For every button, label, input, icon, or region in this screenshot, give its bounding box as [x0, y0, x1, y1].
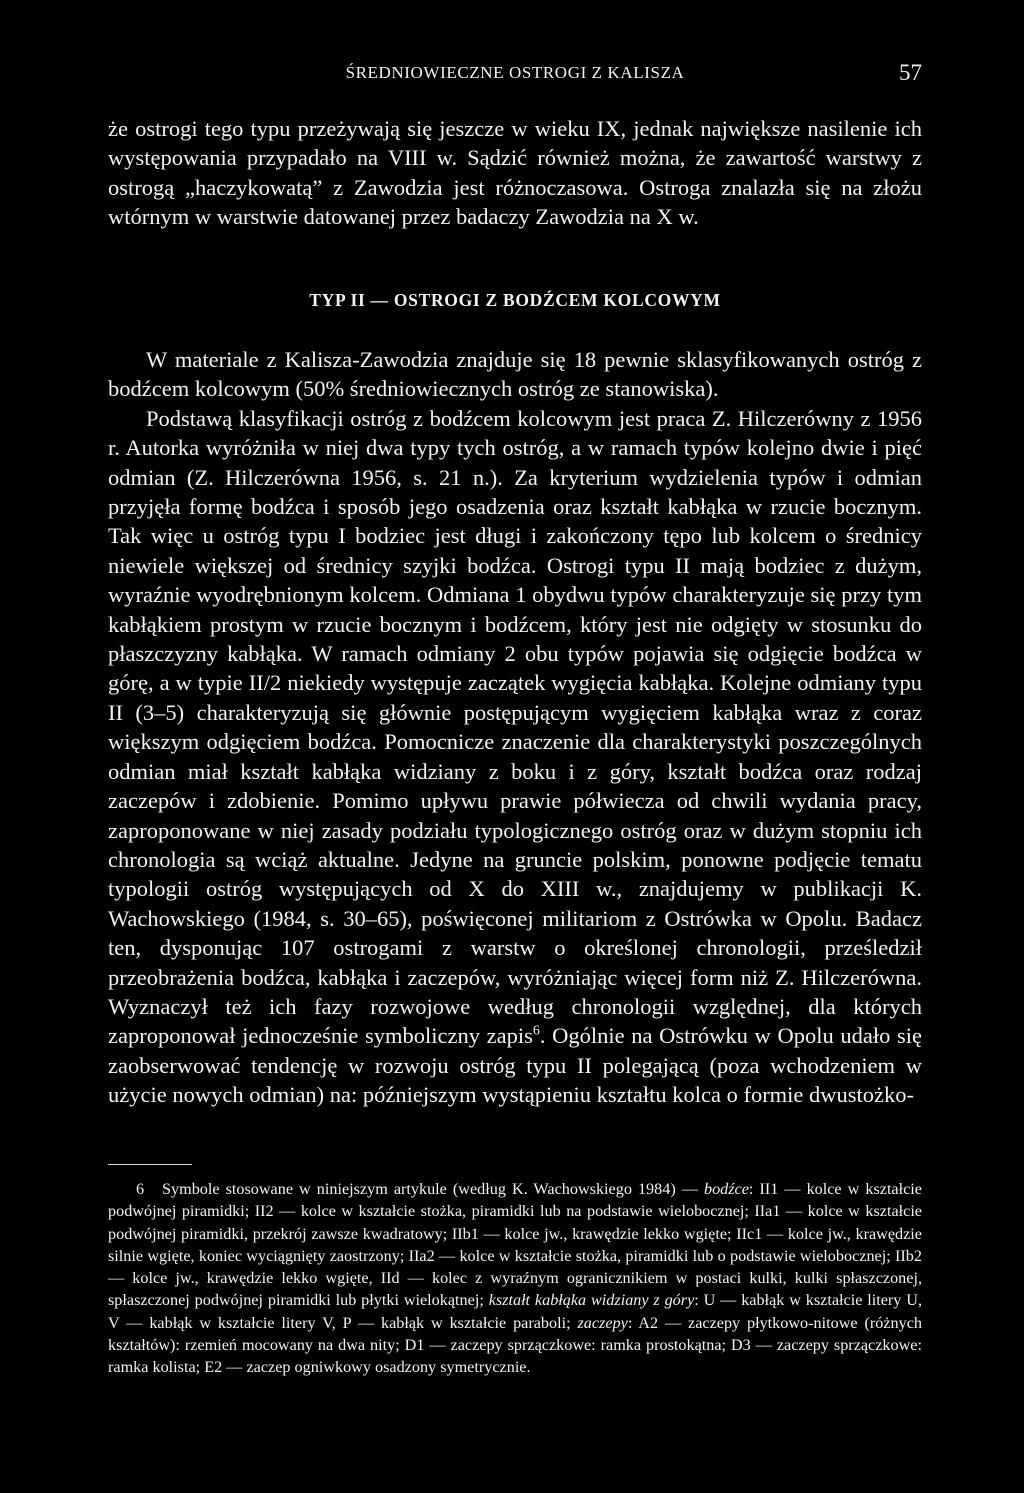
page-number: 57	[899, 60, 922, 85]
footnote-number: 6	[136, 1180, 145, 1198]
footnote-text: : A2 — zaczepy płytkowo-nitowe (różnych kształtów): rzemień mocowany na dwa nity; D1 — zaczepy sprzączkowe: ramka prostokątna; D3 — zaczepy sprzączkowe: ramka kolista; E2 — zaczep ogniwkowy osadzony symetrycznie.	[108, 1313, 922, 1377]
footnote-separator	[108, 1164, 192, 1165]
footnote-reference[interactable]: 6	[532, 1023, 540, 1039]
footnote	[108, 1178, 922, 1379]
main-text	[108, 345, 922, 1110]
footnote-text: : II1 — kolce w kształcie podwójnej piramidki; II2 — kolce w kształcie stożka, piramidki lub na podstawie wielobocznej; IIa1 — kolce w kształcie podwójnej piramidki, przekrój zawsze kwadratowy; IIb1 — kolce jw., krawędzie lekko wgięte; IIc1 — kolce jw., krawędzie silnie wgięte, koniec wyciągnięty zaostrzony; IIa2 — kolce w kształcie stożka, piramidki lub o podstawie wielobocznej; IIb2 — kolce jw., krawędzie lekko wgięte, IId — kolec z wyraźnym ogranicznikiem w postaci kulki, kulki spłaszczonej, spłaszczonej podwójnej piramidki lub płytki wielokątnej;	[108, 1180, 922, 1310]
continuation-paragraph: że ostrogi tego typu przeżywają się jeszcze w wieku IX, jednak największe nasilenie ich występowania przypadało na VIII w. Sądzić również można, że zawartość warstwy z ostrogą „haczykowatą” z Zawodzia jest różnoczasowa. Ostroga znalazła się na złożu wtórnym w warstwie datowanej przez badaczy Zawodzia na X w.	[108, 116, 922, 230]
paragraph-text: Podstawą klasyfikacji ostróg z bodźcem kolcowym jest praca Z. Hilczerówny z 1956 r. Autorka wyróżniła w niej dwa typy tych ostróg, a w ramach typów kolejno dwie i pięć odmian (Z. Hilczerówna 1956, s. 21 n.). Za kryterium wydzielenia typów i odmian przyjęła formę bodźca i sposób jego osadzenia oraz kształt kabłąka w rzucie bocznym. Tak więc u ostróg typu I bodziec jest długi i zakończony tępo lub kolcem o średnicy niewiele większej od średnicy szyjki bodźca. Ostrogi typu II mają bodziec z dużym, wyraźnie wyodrębnionym kolcem. Odmiana 1 obydwu typów charakteryzuje się przy tym kabłąkiem prostym w rzucie bocznym i bodźcem, który jest nie odgięty w stosunku do płaszczyzny kabłąka. W ramach odmiany 2 obu typów pojawia się odgięcie bodźca w górę, a w typie II/2 niekiedy występuje zaczątek wygięcia kabłąka. Kolejne odmiany typu II (3–5) charakteryzują się głównie postępującym wygięciem kabłąka wraz z coraz większym odgięciem bodźca. Pomocnicze znaczenie dla charakterystyki poszczególnych odmian miał kształt kabłąka widziany z boku i z góry, kształt bodźca oraz rodzaj zaczepów i zdobienie. Pomimo upływu prawie półwiecza od chwili wydania pracy, zaproponowane w niej zasady podziału typologicznego ostróg oraz w dużym stopniu ich chronologia są wciąż aktualne. Jedyne na gruncie polskim, ponowne podjęcie tematu typologii ostróg występujących od X do XIII w., znajdujemy w publikacji K. Wachowskiego (1984, s. 30–65), poświęconej militariom z Ostrówka w Opolu. Badacz ten, dysponując 107 ostrogami z warstw o określonej chronologii, prześledził przeobrażenia bodźca, kabłąka i zaczepów, wyróżniając więcej form niż Z. Hilczerówna. Wyznaczył też ich fazy rozwojowe według chronologii względnej, dla których zaproponował jednocześnie symboliczny zapis	[108, 405, 922, 1049]
footnote-italic-term: bodźce	[703, 1180, 749, 1198]
paragraph: W materiale z Kalisza-Zawodzia znajduje się 18 pewnie sklasyfikowanych ostróg z bodźcem kolcowym (50% średniowiecznych ostróg ze stanowiska).	[108, 347, 922, 402]
running-title: ŚREDNIOWIECZNE OSTROGI Z KALISZA	[345, 63, 685, 82]
footnote-text: Symbole stosowane w niniejszym artykule (według K. Wachowskiego 1984) —	[162, 1180, 704, 1198]
footnote-italic-term: kształt kabłąka widziany z góry	[488, 1291, 695, 1310]
footnote-text: : U — kabłąk w kształcie litery U, V — kabłąk w kształcie litery V, P — kabłąk w kształcie paraboli;	[108, 1291, 922, 1332]
paragraph	[108, 404, 922, 1110]
running-header	[108, 58, 922, 88]
paragraph-text: . Ogólnie na Ostrówku w Opolu udało się zaobserwować tendencję w rozwoju ostróg typu II polegającą (poza wchodzeniem w użycie nowych odmian) na: późniejszym wystąpieniu kształtu kolca o formie dwustożko-	[108, 1023, 923, 1108]
footnote-italic-term: zaczepy	[577, 1313, 628, 1332]
section-heading: TYP II — OSTROGI Z BODŹCEM KOLCOWYM	[309, 290, 721, 310]
